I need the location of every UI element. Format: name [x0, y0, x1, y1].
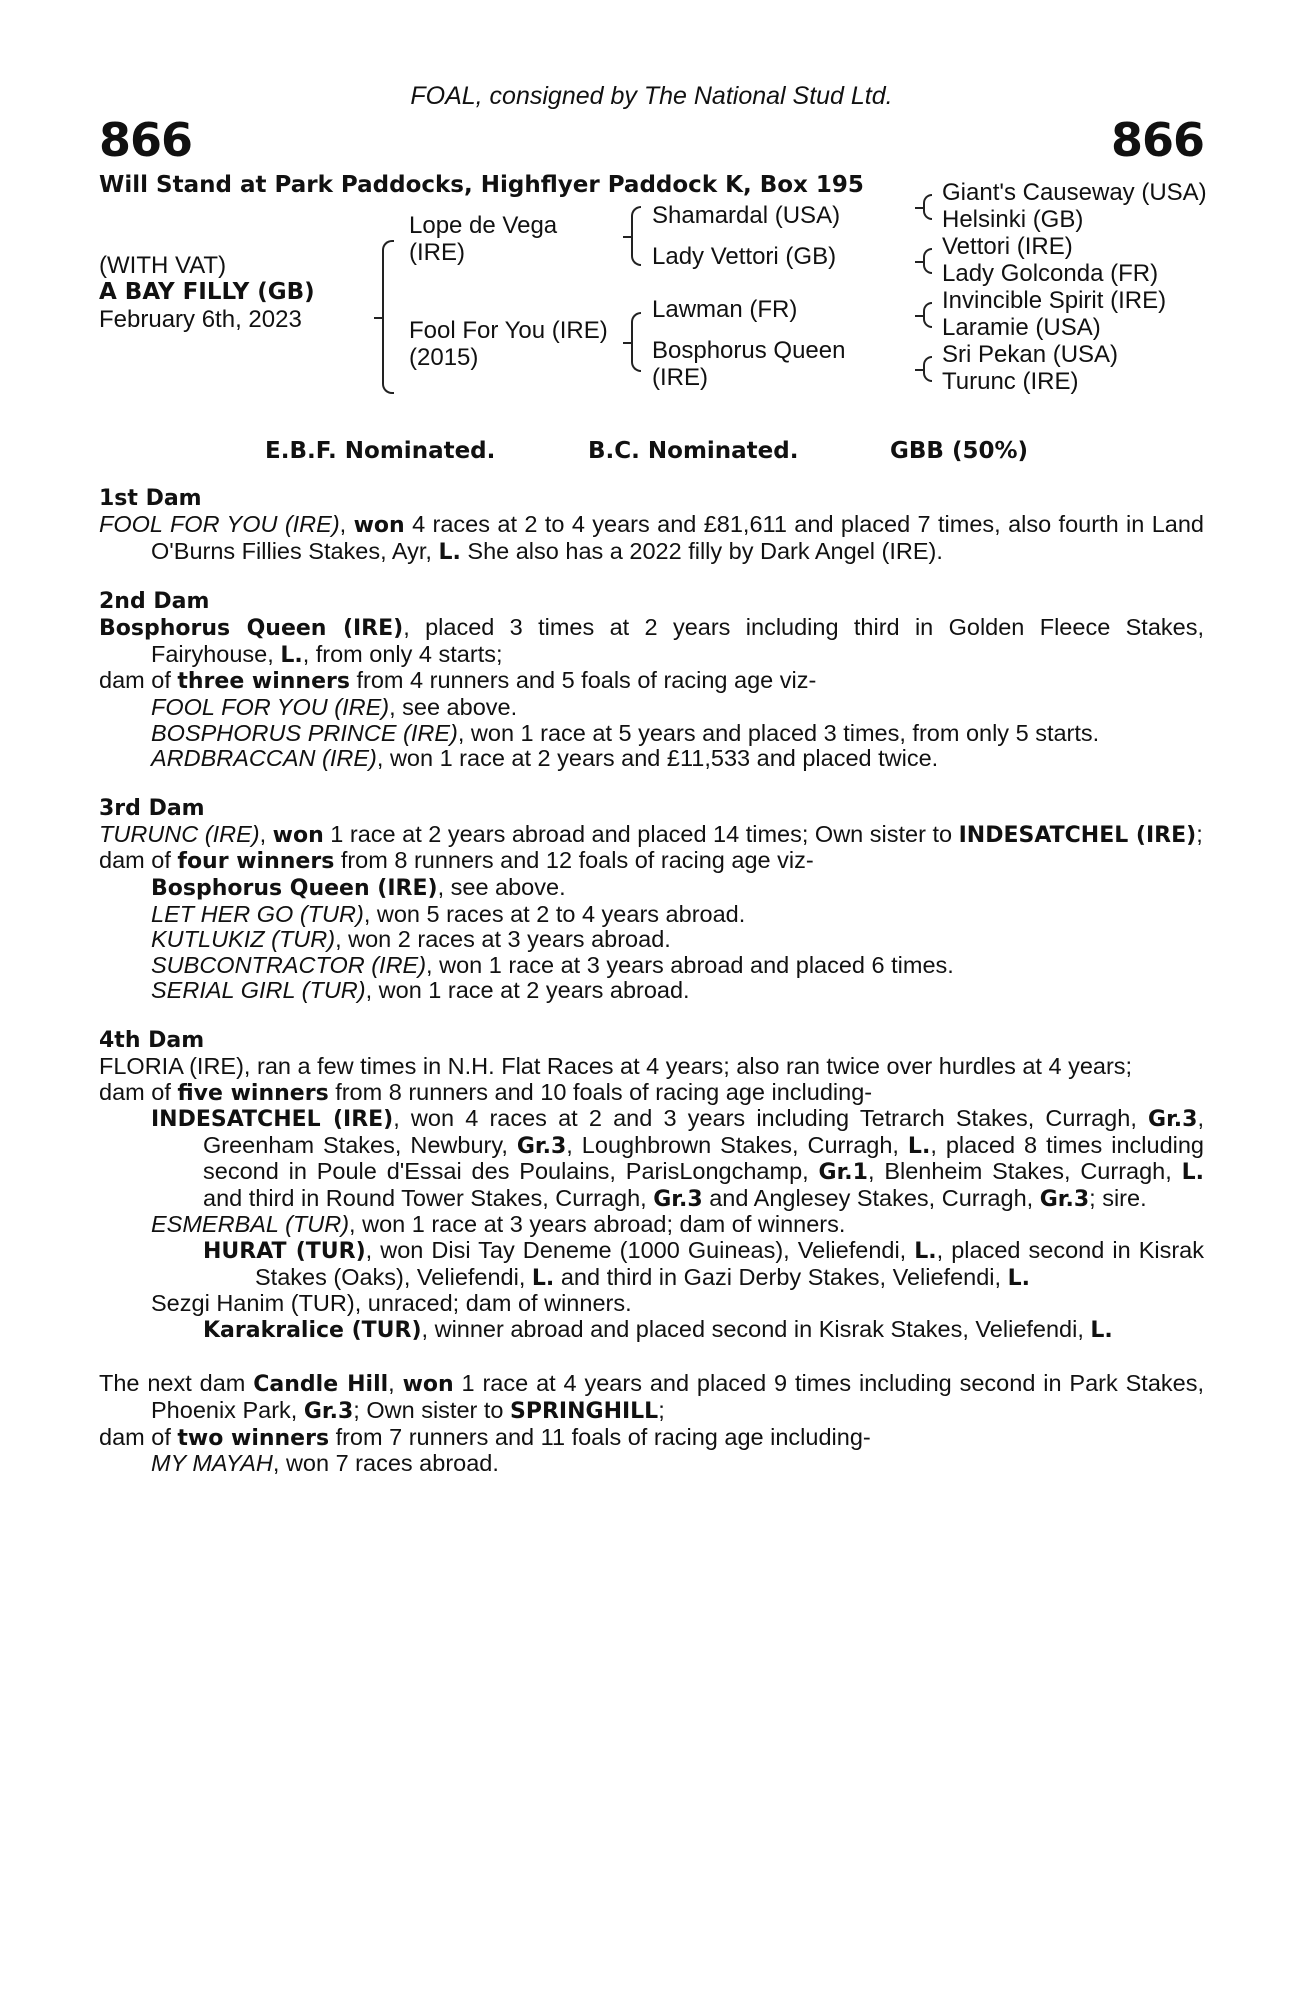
next-dam-produce-line: [99, 1425, 1204, 1452]
group-label: Gr.3: [516, 1133, 567, 1159]
granddam-3: Laramie (USA): [942, 314, 1101, 341]
produce-name: BOSPHORUS PRINCE (IRE): [151, 719, 458, 746]
grandproduce-item: [99, 1238, 1204, 1291]
punctuation: ,: [388, 1370, 403, 1397]
dam-year: (2015): [409, 344, 479, 371]
first-dam-section: [99, 486, 1204, 565]
winners-count: five winners: [177, 1080, 329, 1106]
produce-record: , won 1 race at 2 years abroad.: [365, 977, 690, 1004]
listed-label: L.: [280, 642, 303, 668]
ebf-nomination: E.B.F. Nominated.: [265, 438, 496, 464]
third-dam-section: [99, 796, 1204, 1004]
granddam-4: Turunc (IRE): [942, 368, 1079, 395]
produce-record: and third in Round Tower Stakes, Curragh,: [203, 1184, 654, 1211]
dam-of-label: dam of: [99, 1423, 178, 1450]
runners-foals: from 8 runners and 10 foals of racing age including-: [328, 1078, 873, 1105]
consignment-line: FOAL, consigned by The National Stud Ltd.: [410, 82, 893, 110]
produce-name: ARDBRACCAN (IRE): [151, 745, 377, 772]
brace-g1: [923, 194, 932, 220]
produce-record: , won Disi Tay Deneme (1000 Guineas), Veliefendi,: [365, 1237, 915, 1264]
produce-record: , won 2 races at 3 years abroad.: [335, 926, 671, 953]
produce-name: INDESATCHEL (IRE): [151, 1107, 394, 1133]
third-dam-text: TURUNC (IRE), won 1 race at 2 years abroad and placed 14 times; Own sister to INDESATCHEL (IRE);: [99, 820, 1203, 848]
listed-label: L.: [1090, 1317, 1113, 1343]
produce-name: SERIAL GIRL (TUR): [151, 977, 366, 1004]
catalogue-page: [99, 80, 1207, 1477]
produce-item: [99, 927, 1204, 953]
dam-name: Fool For You (IRE): [409, 317, 608, 344]
second-dam-text: [99, 615, 1204, 668]
produce-item: [99, 1212, 1204, 1238]
dam-of-label: dam of: [99, 847, 178, 874]
first-dam-text: FOOL FOR YOU (IRE), won 4 races at 2 to 4 years and £81,611 and placed 7 times, also fourth in Land O'Burns Fillies Stakes, Ayr, L. She also has a 2022 filly by Dark Angel (IRE).: [99, 511, 1204, 565]
produce-record: , placed second in Kisrak Stakes (Oaks), Veliefendi,: [255, 1237, 1204, 1290]
won-label: won: [402, 1372, 454, 1398]
produce-record: , Loughbrown Stakes, Curragh,: [566, 1131, 908, 1158]
produce-record: , Greenham Stakes, Newbury,: [203, 1105, 1204, 1158]
produce-record: , see above.: [437, 873, 566, 900]
second-dam-starts: , from only 4 starts;: [302, 640, 503, 667]
produce-record: , won 5 races at 2 to 4 years abroad.: [363, 900, 746, 927]
second-dam-produce-line: [99, 668, 1204, 695]
sister-name: INDESATCHEL (IRE): [958, 822, 1197, 848]
lot-number-row: [99, 114, 1204, 166]
sire-name: Lope de Vega: [409, 212, 558, 239]
second-dam-heading: 2nd Dam: [99, 589, 210, 615]
punctuation: ;: [658, 1397, 665, 1424]
fourth-dam-section: [99, 1028, 1204, 1344]
next-dam-name: Candle Hill: [253, 1372, 389, 1398]
fourth-dam-text: FLORIA (IRE), ran a few times in N.H. Flat Races at 4 years; also ran twice over hurdles at 4 years;: [99, 1052, 1133, 1079]
produce-item: [99, 953, 1204, 979]
runners-foals: from 8 runners and 12 foals of racing age viz-: [334, 847, 814, 874]
brace-main: [382, 240, 394, 394]
gbb-percent: GBB (50%): [890, 438, 1029, 464]
produce-name: MY MAYAH: [151, 1450, 273, 1477]
next-dam-text: [99, 1371, 1204, 1424]
listed-label: L.: [1181, 1160, 1204, 1186]
nominations-row: [99, 430, 1204, 476]
granddam-1: Helsinki (GB): [942, 206, 1084, 233]
produce-item: [99, 1451, 1204, 1477]
vat-note: (WITH VAT): [99, 252, 227, 279]
punctuation: ;: [1196, 820, 1203, 847]
produce-record: , won 1 race at 3 years abroad and placed 6 times.: [426, 951, 954, 978]
fourth-dam-heading: 4th Dam: [99, 1027, 205, 1053]
brace-g2: [923, 248, 932, 274]
produce-name: HURAT (TUR): [203, 1239, 366, 1265]
sire-sire: Shamardal (USA): [652, 202, 841, 229]
listed-label: L.: [438, 539, 461, 565]
produce-name: FOOL FOR YOU (IRE): [151, 693, 390, 720]
runners-foals: from 4 runners and 5 foals of racing age viz-: [349, 667, 817, 694]
won-label: won: [353, 513, 405, 538]
listed-label: L.: [531, 1265, 555, 1291]
produce-item: [99, 746, 1204, 772]
sister-name: SPRINGHILL: [510, 1399, 659, 1425]
grandsire-4: Sri Pekan (USA): [942, 341, 1119, 368]
winners-count: two winners: [177, 1425, 330, 1451]
produce-name: ESMERBAL (TUR): [151, 1211, 350, 1238]
produce-record: ; sire.: [1089, 1184, 1147, 1211]
lot-number-left: 866: [99, 113, 193, 167]
winners-count: three winners: [177, 669, 350, 695]
fourth-dam-produce-line: [99, 1080, 1204, 1107]
produce-item-indesatchel: [99, 1106, 1204, 1212]
produce-name: LET HER GO (TUR): [151, 900, 364, 927]
first-dam-note: She also has a 2022 filly by Dark Angel (IRE).: [460, 537, 943, 564]
next-dam-section: [99, 1371, 1204, 1476]
group-label: Gr.3: [303, 1399, 354, 1425]
won-label: won: [272, 822, 324, 848]
dam-dam: Bosphorus Queen: [652, 337, 846, 364]
produce-name: SUBCONTRACTOR (IRE): [151, 951, 427, 978]
next-dam-sister-lead: ; Own sister to: [353, 1397, 510, 1424]
first-dam-name: FOOL FOR YOU (IRE): [99, 511, 340, 537]
second-dam-record: , placed 3 times at 2 years including third in Golden Fleece Stakes, Fairyhouse,: [151, 614, 1204, 667]
second-dam-name: Bosphorus Queen (IRE): [99, 616, 404, 642]
dam-of-label: dam of: [99, 667, 178, 694]
winners-count: four winners: [177, 849, 335, 875]
produce-item: [99, 978, 1204, 1004]
produce-name: Bosphorus Queen (IRE): [151, 875, 438, 901]
produce-record: , won 7 races abroad.: [272, 1450, 499, 1477]
third-dam-name: TURUNC (IRE): [99, 820, 260, 847]
produce-record: , Blenheim Stakes, Curragh,: [867, 1158, 1182, 1185]
produce-record: , placed 8 times including second in Poule d'Essai des Poulains, ParisLongchamp,: [203, 1131, 1204, 1185]
dam-of-label: dam of: [99, 1078, 178, 1105]
produce-record: and Anglesey Stakes, Curragh,: [702, 1184, 1040, 1211]
listed-label: L.: [914, 1239, 937, 1265]
dam-dam-suffix: (IRE): [652, 364, 708, 391]
granddam-2: Lady Golconda (FR): [942, 260, 1159, 287]
produce-item: [99, 902, 1204, 928]
produce-item: [99, 875, 1204, 902]
grandsire-2: Vettori (IRE): [942, 233, 1073, 260]
grandsire-3: Invincible Spirit (IRE): [942, 287, 1167, 314]
stand-location: Will Stand at Park Paddocks, Highflyer Paddock K, Box 195: [99, 172, 864, 198]
produce-item: [99, 695, 1204, 721]
produce-record: , won 1 race at 5 years and placed 3 times, from only 5 starts.: [457, 719, 1100, 746]
grandproduce-item: [99, 1317, 1204, 1344]
produce-record: , won 1 race at 3 years abroad; dam of winners.: [349, 1211, 846, 1238]
horse-name: A BAY FILLY (GB): [99, 279, 315, 305]
brace-g4: [923, 356, 932, 382]
next-dam-lead: The next dam: [99, 1370, 254, 1397]
produce-record: , see above.: [389, 693, 518, 720]
grandsire-1: Giant's Causeway (USA): [942, 179, 1207, 206]
birth-date: February 6th, 2023: [99, 306, 302, 333]
produce-record: , won 4 races at 2 and 3 years including Tetrarch Stakes, Curragh,: [393, 1105, 1149, 1132]
first-dam-heading: 1st Dam: [99, 486, 202, 511]
produce-record: , winner abroad and placed second in Kisrak Stakes, Veliefendi,: [421, 1315, 1091, 1342]
produce-record: , won 1 race at 2 years and £11,533 and placed twice.: [376, 745, 939, 772]
dam-sire: Lawman (FR): [652, 296, 798, 323]
produce-item: Sezgi Hanim (TUR), unraced; dam of winners.: [151, 1290, 632, 1317]
listed-label: L.: [907, 1133, 931, 1159]
produce-name: KUTLUKIZ (TUR): [151, 926, 336, 953]
second-dam-section: [99, 589, 1204, 772]
produce-item: [99, 721, 1204, 747]
first-dam-record: 4 races at 2 to 4 years and £81,611 and placed 7 times, also fourth in Land O'Burns Fillies Stakes, Ayr,: [151, 511, 1204, 564]
bc-nomination: B.C. Nominated.: [588, 438, 799, 464]
third-dam-produce-line: [99, 848, 1204, 875]
group-label: Gr.3: [1039, 1186, 1090, 1212]
next-dam-record: 1 race at 4 years and placed 9 times including second in Park Stakes, Phoenix Park,: [151, 1370, 1204, 1424]
brace-g3: [923, 302, 932, 328]
group-label: Gr.1: [818, 1160, 868, 1186]
third-dam-record: 1 race at 2 years abroad and placed 14 times; Own sister to: [323, 820, 959, 847]
runners-foals: from 7 runners and 11 foals of racing age including-: [329, 1423, 871, 1450]
brace-sire: [631, 206, 641, 266]
lot-number-right: 866: [1110, 113, 1204, 167]
sire-suffix: (IRE): [409, 239, 465, 266]
sire-dam: Lady Vettori (GB): [652, 243, 837, 270]
group-label: Gr.3: [1148, 1107, 1198, 1133]
third-dam-heading: 3rd Dam: [99, 795, 205, 821]
produce-record: and third in Gazi Derby Stakes, Veliefendi,: [554, 1263, 1008, 1290]
produce-name: Karakralice (TUR): [203, 1317, 422, 1343]
listed-label: L.: [1007, 1265, 1030, 1291]
brace-dam: [631, 312, 641, 372]
group-label: Gr.3: [653, 1186, 703, 1212]
